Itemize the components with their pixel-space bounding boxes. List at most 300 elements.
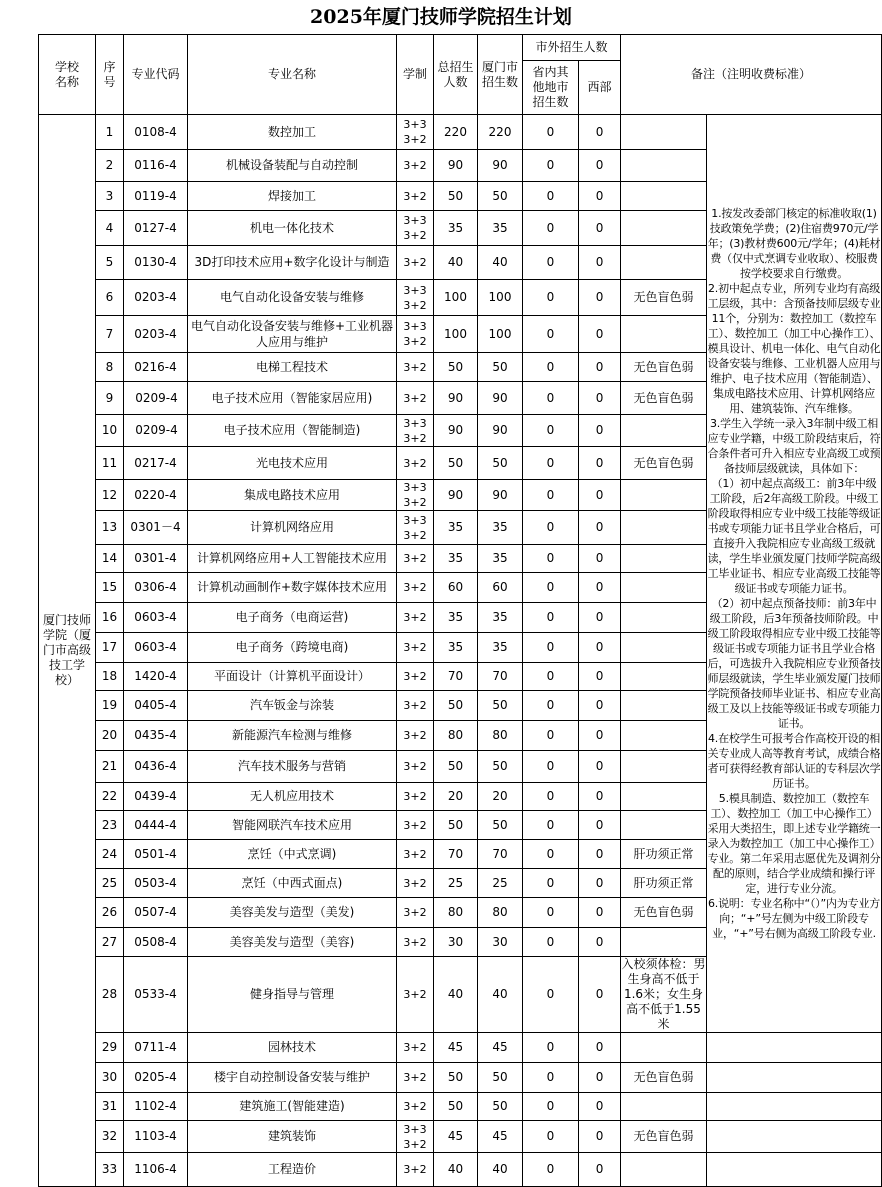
seq-cell: 22: [96, 783, 124, 811]
header-major: 专业名称: [188, 35, 397, 115]
remark-cell: [621, 1093, 707, 1121]
total-cell: 50: [434, 353, 478, 382]
seq-cell: 31: [96, 1093, 124, 1121]
school-name-cell: 厦门技师 学院（厦 门市高级 技工学 校）: [39, 115, 96, 1187]
west-cell: 0: [579, 783, 621, 811]
major-name-cell: 平面设计（计算机平面设计）: [188, 663, 397, 691]
province-cell: 0: [523, 721, 579, 751]
xiamen-cell: 50: [478, 353, 523, 382]
seq-cell: 29: [96, 1033, 124, 1063]
major-code-cell: 0205-4: [124, 1063, 188, 1093]
total-cell: 70: [434, 840, 478, 869]
xiamen-cell: 50: [478, 1063, 523, 1093]
empty-cell: [707, 1063, 882, 1093]
xiamen-cell: 35: [478, 603, 523, 633]
system-cell: 3+2: [397, 783, 434, 811]
seq-cell: 30: [96, 1063, 124, 1093]
province-cell: 0: [523, 603, 579, 633]
major-name-cell: 电子商务（电商运营): [188, 603, 397, 633]
major-code-cell: 0507-4: [124, 898, 188, 928]
total-cell: 50: [434, 751, 478, 783]
major-name-cell: 计算机动画制作+数字媒体技术应用: [188, 573, 397, 603]
system-cell: 3+2: [397, 840, 434, 869]
note-item: （2）初中起点预备技师：前3年中级工阶段，后3年预备技师阶段。中级工阶段取得相应专业中级工技能等级证书或专项能力证书且学业合格后，可选拔升入我院相应专业预备技师层级就读，学生毕业颁发厦门技师学院预备技师毕业证书、相应专业高级工及以上技能等级证书或专项能力证书。: [707, 597, 881, 730]
total-cell: 35: [434, 511, 478, 545]
major-code-cell: 0503-4: [124, 869, 188, 898]
empty-cell: [707, 1093, 882, 1121]
xiamen-cell: 100: [478, 280, 523, 316]
province-cell: 0: [523, 415, 579, 447]
note-item: 4.在校学生可报考合作高校开设的相关专业成人高等教育考试，成绩合格者可获得经教育部认证的专科层次学历证书。: [707, 732, 881, 790]
province-cell: 0: [523, 1093, 579, 1121]
remark-cell: 无色盲色弱: [621, 382, 707, 415]
seq-cell: 24: [96, 840, 124, 869]
major-name-cell: 计算机网络应用: [188, 511, 397, 545]
total-cell: 50: [434, 1093, 478, 1121]
major-code-cell: 0306-4: [124, 573, 188, 603]
major-name-cell: 机电一体化技术: [188, 211, 397, 246]
total-cell: 90: [434, 415, 478, 447]
note-item: 2.初中起点专业，所列专业均有高级工层级，其中：含预备技师层级专业11个，分别为：数控加工（数控车工）、数控加工（加工中心操作工）、模具设计、机电一体化、电气自动化设备安装与维修、工业机器人应用与维护、电子技术应用（智能制造）、集成电路技术应用、计算机网络应用、建筑装饰、汽车维修。: [707, 282, 881, 415]
remark-cell: [621, 751, 707, 783]
xiamen-cell: 80: [478, 721, 523, 751]
total-cell: 90: [434, 480, 478, 511]
province-cell: 0: [523, 353, 579, 382]
major-name-cell: 建筑施工(智能建造): [188, 1093, 397, 1121]
remark-cell: [621, 150, 707, 182]
empty-cell: [707, 1033, 882, 1063]
province-cell: 0: [523, 280, 579, 316]
system-cell: 3+2: [397, 928, 434, 957]
remark-cell: [621, 246, 707, 280]
header-seq: 序 号: [96, 35, 124, 115]
west-cell: 0: [579, 115, 621, 150]
seq-cell: 18: [96, 663, 124, 691]
remark-cell: [621, 415, 707, 447]
major-code-cell: 0130-4: [124, 246, 188, 280]
province-cell: 0: [523, 150, 579, 182]
system-cell: 3+2: [397, 1153, 434, 1187]
remark-cell: 无色盲色弱: [621, 898, 707, 928]
province-cell: 0: [523, 751, 579, 783]
empty-cell: [707, 1121, 882, 1153]
seq-cell: 6: [96, 280, 124, 316]
major-code-cell: 0217-4: [124, 447, 188, 480]
major-code-cell: 0436-4: [124, 751, 188, 783]
remark-cell: [621, 182, 707, 211]
xiamen-cell: 45: [478, 1033, 523, 1063]
seq-cell: 16: [96, 603, 124, 633]
province-cell: 0: [523, 1121, 579, 1153]
west-cell: 0: [579, 898, 621, 928]
seq-cell: 3: [96, 182, 124, 211]
province-cell: 0: [523, 573, 579, 603]
total-cell: 35: [434, 603, 478, 633]
remark-cell: [621, 721, 707, 751]
province-cell: 0: [523, 211, 579, 246]
remark-cell: [621, 811, 707, 840]
total-cell: 40: [434, 246, 478, 280]
remark-cell: 入校须体检：男生身高不低于1.6米；女生身高不低于1.55米: [621, 957, 706, 1031]
system-cell: 3+2: [397, 545, 434, 573]
seq-cell: 15: [96, 573, 124, 603]
major-code-cell: 0119-4: [124, 182, 188, 211]
total-cell: 40: [434, 957, 478, 1033]
major-name-cell: 新能源汽车检测与维修: [188, 721, 397, 751]
system-cell: 3+3 3+2: [397, 280, 434, 316]
major-name-cell: 集成电路技术应用: [188, 480, 397, 511]
note-item: 6.说明：专业名称中“（）”内为专业方向；“+”号左侧为中级工阶段专业，“+”号右侧为高级工阶段专业.: [707, 897, 881, 940]
table-body: [39, 115, 882, 1187]
header-school: 学校 名称: [39, 35, 96, 115]
major-code-cell: 0711-4: [124, 1033, 188, 1063]
remark-cell: 无色盲色弱: [621, 1063, 707, 1093]
system-cell: 3+2: [397, 957, 434, 1033]
province-cell: 0: [523, 480, 579, 511]
total-cell: 220: [434, 115, 478, 150]
province-cell: 0: [523, 898, 579, 928]
system-cell: 3+2: [397, 898, 434, 928]
system-cell: 3+2: [397, 1093, 434, 1121]
remark-cell: [621, 1153, 707, 1187]
major-name-cell: 工程造价: [188, 1153, 397, 1187]
west-cell: 0: [579, 1093, 621, 1121]
remark-cell: [621, 633, 707, 663]
system-cell: 3+2: [397, 721, 434, 751]
major-name-cell: 电气自动化设备安装与维修+工业机器人应用与维护: [188, 316, 397, 353]
west-cell: 0: [579, 811, 621, 840]
seq-cell: 14: [96, 545, 124, 573]
system-cell: 3+2: [397, 633, 434, 663]
major-name-cell: 计算机网络应用+人工智能技术应用: [188, 545, 397, 573]
major-code-cell: 0301－4: [124, 511, 188, 545]
remark-cell: [621, 316, 707, 353]
system-cell: 3+2: [397, 150, 434, 182]
remark-cell: [621, 115, 707, 150]
major-code-cell: 1102-4: [124, 1093, 188, 1121]
seq-cell: 8: [96, 353, 124, 382]
major-code-cell: 0108-4: [124, 115, 188, 150]
west-cell: 0: [579, 182, 621, 211]
province-cell: 0: [523, 246, 579, 280]
major-name-cell: 烹饪（中西式面点): [188, 869, 397, 898]
major-code-cell: 0603-4: [124, 633, 188, 663]
header-total: 总招生 人数: [434, 35, 478, 115]
remark-cell: [621, 1033, 707, 1063]
remark-cell: [621, 663, 707, 691]
major-code-cell: 0209-4: [124, 415, 188, 447]
major-name-cell: 美容美发与造型（美发): [188, 898, 397, 928]
west-cell: 0: [579, 511, 621, 545]
total-cell: 50: [434, 447, 478, 480]
table-row: [39, 1093, 882, 1121]
major-code-cell: 0216-4: [124, 353, 188, 382]
west-cell: 0: [579, 447, 621, 480]
west-cell: 0: [579, 633, 621, 663]
province-cell: 0: [523, 447, 579, 480]
major-name-cell: 3D打印技术应用+数字化设计与制造: [188, 246, 397, 280]
major-code-cell: 0435-4: [124, 721, 188, 751]
major-code-cell: 0220-4: [124, 480, 188, 511]
remark-cell: 肝功须正常: [621, 869, 707, 898]
header-province: 省内其 他地市 招生数: [523, 61, 579, 115]
major-code-cell: 0301-4: [124, 545, 188, 573]
notes-cell: [707, 115, 882, 1033]
total-cell: 20: [434, 783, 478, 811]
west-cell: 0: [579, 928, 621, 957]
west-cell: 0: [579, 211, 621, 246]
west-cell: 0: [579, 1153, 621, 1187]
west-cell: 0: [579, 316, 621, 353]
total-cell: 100: [434, 280, 478, 316]
total-cell: 50: [434, 691, 478, 721]
total-cell: 25: [434, 869, 478, 898]
major-code-cell: 1106-4: [124, 1153, 188, 1187]
table-row: [39, 115, 882, 150]
xiamen-cell: 20: [478, 783, 523, 811]
enrollment-plan-table: [38, 34, 882, 1187]
west-cell: 0: [579, 150, 621, 182]
note-item: 1.按发改委部门核定的标准收取(1)技政策免学费；(2)住宿费970元/学年；(3)教材费600元/学年；(4)耗材费（仅中式烹调专业收取）、校服费按学校要求自行缴费。: [707, 207, 881, 280]
province-cell: 0: [523, 1033, 579, 1063]
remark-cell: [621, 211, 707, 246]
xiamen-cell: 70: [478, 840, 523, 869]
table-row: [39, 1063, 882, 1093]
major-name-cell: 烹饪（中式烹调): [188, 840, 397, 869]
major-code-cell: 0444-4: [124, 811, 188, 840]
major-name-cell: 电子技术应用（智能制造): [188, 415, 397, 447]
xiamen-cell: 50: [478, 751, 523, 783]
seq-cell: 13: [96, 511, 124, 545]
west-cell: 0: [579, 957, 621, 1033]
seq-cell: 21: [96, 751, 124, 783]
header-outside: 市外招生人数: [523, 35, 621, 61]
major-name-cell: 智能网联汽车技术应用: [188, 811, 397, 840]
major-name-cell: 美容美发与造型（美容): [188, 928, 397, 957]
major-code-cell: 0439-4: [124, 783, 188, 811]
total-cell: 50: [434, 182, 478, 211]
west-cell: 0: [579, 415, 621, 447]
xiamen-cell: 50: [478, 1093, 523, 1121]
remark-cell: 无色盲色弱: [621, 280, 707, 316]
west-cell: 0: [579, 353, 621, 382]
province-cell: 0: [523, 182, 579, 211]
system-cell: 3+2: [397, 447, 434, 480]
province-cell: 0: [523, 316, 579, 353]
note-item: 3.学生入学统一录入3年制中级工相应专业学籍，中级工阶段结束后，符合条件者可升入相应专业高级工或预备技师层级就读，具体如下：: [707, 417, 881, 475]
west-cell: 0: [579, 545, 621, 573]
seq-cell: 1: [96, 115, 124, 150]
major-code-cell: 0209-4: [124, 382, 188, 415]
seq-cell: 19: [96, 691, 124, 721]
xiamen-cell: 90: [478, 415, 523, 447]
remark-cell: [621, 480, 707, 511]
xiamen-cell: 90: [478, 150, 523, 182]
remark-cell: [621, 783, 707, 811]
system-cell: 3+3 3+2: [397, 480, 434, 511]
total-cell: 50: [434, 811, 478, 840]
seq-cell: 27: [96, 928, 124, 957]
seq-cell: 33: [96, 1153, 124, 1187]
header-code: 专业代码: [124, 35, 188, 115]
system-cell: 3+3 3+2: [397, 316, 434, 353]
province-cell: 0: [523, 1063, 579, 1093]
major-name-cell: 园林技术: [188, 1033, 397, 1063]
total-cell: 80: [434, 721, 478, 751]
west-cell: 0: [579, 721, 621, 751]
system-cell: 3+2: [397, 182, 434, 211]
major-name-cell: 电子商务（跨境电商): [188, 633, 397, 663]
west-cell: 0: [579, 751, 621, 783]
major-name-cell: 健身指导与管理: [188, 957, 397, 1033]
total-cell: 45: [434, 1033, 478, 1063]
system-cell: 3+2: [397, 1033, 434, 1063]
system-cell: 3+3 3+2: [397, 415, 434, 447]
major-code-cell: 0533-4: [124, 957, 188, 1033]
remark-cell: 无色盲色弱: [621, 1121, 707, 1153]
major-name-cell: 楼宇自动控制设备安装与维护: [188, 1063, 397, 1093]
province-cell: 0: [523, 545, 579, 573]
west-cell: 0: [579, 246, 621, 280]
major-code-cell: 1420-4: [124, 663, 188, 691]
seq-cell: 9: [96, 382, 124, 415]
seq-cell: 11: [96, 447, 124, 480]
header-remark: 备注（注明收费标准）: [621, 35, 882, 115]
major-name-cell: 汽车钣金与涂装: [188, 691, 397, 721]
major-name-cell: 电梯工程技术: [188, 353, 397, 382]
province-cell: 0: [523, 382, 579, 415]
seq-cell: 7: [96, 316, 124, 353]
province-cell: 0: [523, 957, 579, 1033]
west-cell: 0: [579, 480, 621, 511]
west-cell: 0: [579, 382, 621, 415]
major-code-cell: 0127-4: [124, 211, 188, 246]
seq-cell: 5: [96, 246, 124, 280]
west-cell: 0: [579, 1033, 621, 1063]
major-name-cell: 数控加工: [188, 115, 397, 150]
note-item: 5.模具制造、数控加工（数控车工）、数控加工（加工中心操作工）采用大类招生，即上述专业学籍统一录入为数控加工（加工中心操作工）专业。第二年采用志愿优先及调剂分配的原则，结合学业成绩和操行评定，进行专业分流。: [707, 792, 881, 895]
seq-cell: 23: [96, 811, 124, 840]
west-cell: 0: [579, 1121, 621, 1153]
total-cell: 35: [434, 545, 478, 573]
province-cell: 0: [523, 511, 579, 545]
province-cell: 0: [523, 115, 579, 150]
xiamen-cell: 35: [478, 633, 523, 663]
major-name-cell: 无人机应用技术: [188, 783, 397, 811]
remark-cell: [621, 545, 707, 573]
seq-cell: 25: [96, 869, 124, 898]
total-cell: 100: [434, 316, 478, 353]
seq-cell: 20: [96, 721, 124, 751]
major-name-cell: 焊接加工: [188, 182, 397, 211]
table-row: [39, 1121, 882, 1153]
system-cell: 3+2: [397, 811, 434, 840]
total-cell: 30: [434, 928, 478, 957]
xiamen-cell: 50: [478, 691, 523, 721]
province-cell: 0: [523, 811, 579, 840]
system-cell: 3+2: [397, 751, 434, 783]
province-cell: 0: [523, 783, 579, 811]
major-code-cell: 0405-4: [124, 691, 188, 721]
seq-cell: 17: [96, 633, 124, 663]
total-cell: 35: [434, 633, 478, 663]
system-cell: 3+2: [397, 353, 434, 382]
total-cell: 90: [434, 382, 478, 415]
major-code-cell: 0116-4: [124, 150, 188, 182]
system-cell: 3+2: [397, 246, 434, 280]
province-cell: 0: [523, 840, 579, 869]
header-west: 西部: [579, 61, 621, 115]
xiamen-cell: 35: [478, 511, 523, 545]
total-cell: 60: [434, 573, 478, 603]
west-cell: 0: [579, 603, 621, 633]
seq-cell: 10: [96, 415, 124, 447]
system-cell: 3+2: [397, 691, 434, 721]
province-cell: 0: [523, 691, 579, 721]
major-name-cell: 机械设备装配与自动控制: [188, 150, 397, 182]
remark-cell: 肝功须正常: [621, 840, 707, 869]
seq-cell: 4: [96, 211, 124, 246]
xiamen-cell: 90: [478, 480, 523, 511]
west-cell: 0: [579, 573, 621, 603]
xiamen-cell: 220: [478, 115, 523, 150]
total-cell: 90: [434, 150, 478, 182]
table-row: [39, 1033, 882, 1063]
west-cell: 0: [579, 663, 621, 691]
header-system: 学制: [397, 35, 434, 115]
province-cell: 0: [523, 633, 579, 663]
remark-cell: 无色盲色弱: [621, 447, 707, 480]
xiamen-cell: 50: [478, 447, 523, 480]
major-code-cell: 0603-4: [124, 603, 188, 633]
west-cell: 0: [579, 1063, 621, 1093]
seq-cell: 28: [96, 957, 124, 1033]
major-code-cell: 1103-4: [124, 1121, 188, 1153]
seq-cell: 12: [96, 480, 124, 511]
xiamen-cell: 40: [478, 1153, 523, 1187]
seq-cell: 32: [96, 1121, 124, 1153]
total-cell: 40: [434, 1153, 478, 1187]
province-cell: 0: [523, 1153, 579, 1187]
major-code-cell: 0501-4: [124, 840, 188, 869]
west-cell: 0: [579, 280, 621, 316]
xiamen-cell: 25: [478, 869, 523, 898]
empty-cell: [707, 1153, 882, 1187]
xiamen-cell: 45: [478, 1121, 523, 1153]
system-cell: 3+3 3+2: [397, 115, 434, 150]
major-code-cell: 0203-4: [124, 280, 188, 316]
seq-cell: 2: [96, 150, 124, 182]
xiamen-cell: 70: [478, 663, 523, 691]
system-cell: 3+2: [397, 1063, 434, 1093]
xiamen-cell: 35: [478, 545, 523, 573]
major-name-cell: 汽车技术服务与营销: [188, 751, 397, 783]
remark-cell: [621, 573, 707, 603]
system-cell: 3+3 3+2: [397, 1121, 434, 1153]
header-xiamen: 厦门市 招生数: [478, 35, 523, 115]
seq-cell: 26: [96, 898, 124, 928]
note-item: （1）初中起点高级工：前3年中级工阶段，后2年高级工阶段。中级工阶段取得相应专业中级工技能等级证书或专项能力证书且学业合格后，可直接升入我院相应专业高级工级就读，学生毕业颁发厦门技师学院高级工毕业证书、相应专业高级工技能等级证书或专项能力证书。: [707, 477, 881, 595]
xiamen-cell: 60: [478, 573, 523, 603]
system-cell: 3+2: [397, 603, 434, 633]
xiamen-cell: 80: [478, 898, 523, 928]
remark-cell: [621, 603, 707, 633]
xiamen-cell: 100: [478, 316, 523, 353]
system-cell: 3+3 3+2: [397, 511, 434, 545]
west-cell: 0: [579, 691, 621, 721]
system-cell: 3+2: [397, 663, 434, 691]
total-cell: 45: [434, 1121, 478, 1153]
